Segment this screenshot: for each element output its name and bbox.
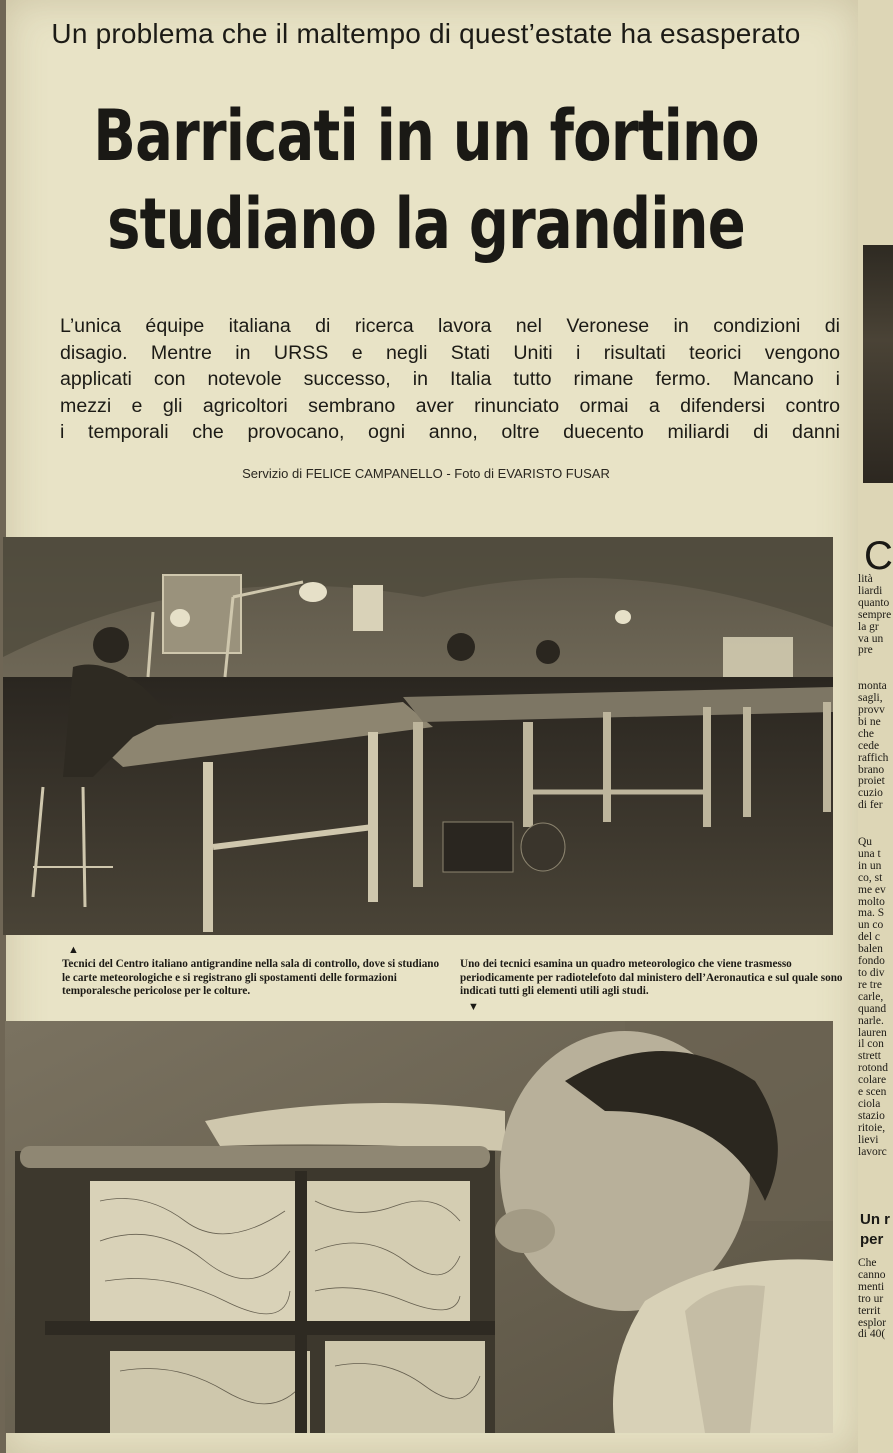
- side-line: esplor: [858, 1316, 887, 1329]
- side-line: canno: [858, 1268, 886, 1281]
- lede-line: mezzi e gli agricoltori sembrano aver rinunciato ormai a difendersi contro: [60, 394, 840, 417]
- photo-caption-1: Tecnici del Centro italiano antigrandine nella sala di controllo, dove si studiano le carte meteorologiche e si registrano gli spostamenti delle formazioni temporalesche pericolose per le colture.: [62, 958, 440, 998]
- drop-cap: C: [864, 534, 893, 578]
- side-column-text-a: [858, 574, 893, 812]
- adjacent-photo-fragment: [863, 245, 893, 483]
- technician-photo: [5, 1021, 833, 1433]
- side-line: monta: [858, 680, 887, 693]
- control-room-illustration: [3, 537, 833, 935]
- side-line: ciola: [858, 1097, 881, 1110]
- side-line: cuzio: [858, 787, 883, 800]
- side-line: colare: [858, 1074, 887, 1087]
- side-line: ma. S: [858, 907, 885, 920]
- side-line: quanto: [858, 596, 890, 609]
- control-room-photo: [3, 537, 833, 935]
- side-line: va un: [858, 632, 884, 645]
- side-line: [858, 657, 893, 669]
- side-line: un co: [858, 919, 884, 932]
- side-line: il con: [858, 1038, 884, 1051]
- side-line: menti: [858, 1280, 885, 1293]
- side-line: lità: [858, 574, 873, 585]
- side-line: una t: [858, 847, 881, 860]
- side-line: brano: [858, 763, 885, 776]
- byline: Servizio di FELICE CAMPANELLO - Foto di EVARISTO FUSAR: [242, 466, 610, 481]
- side-line: proiet: [858, 775, 885, 788]
- side-line: la gr: [858, 620, 879, 633]
- side-line: me ev: [858, 883, 886, 896]
- side-line: del c: [858, 931, 881, 944]
- side-line: liardi: [858, 584, 883, 597]
- overline: Un problema che il maltempo di quest’estate ha esasperato: [51, 18, 801, 49]
- side-line: sagli,: [858, 692, 883, 705]
- side-subhead-line-1: Un r: [860, 1211, 890, 1228]
- side-line: provv: [858, 703, 885, 716]
- side-line: Qu: [858, 837, 873, 848]
- lede-line: i temporali che provocano, ogni anno, oltre duecento miliardi di danni: [60, 421, 840, 443]
- side-line: raffich: [858, 751, 889, 764]
- side-line: co, st: [858, 871, 883, 884]
- caption-up-arrow: ▲: [68, 944, 79, 956]
- side-line: strett: [858, 1050, 881, 1063]
- side-column-text-c: [858, 1258, 893, 1341]
- side-line: carle,: [858, 990, 884, 1003]
- headline: [85, 92, 767, 268]
- side-line: molto: [858, 895, 885, 908]
- side-line: e scen: [858, 1086, 887, 1099]
- side-line: di fer: [858, 799, 883, 812]
- photo-caption-2: Uno dei tecnici esamina un quadro meteorologico che viene trasmesso periodicamente per radiotelefoto dal ministero dell’Aeronautica e sul quale sono indicati tutti gli elementi utili agli studi.: [460, 958, 843, 998]
- technician-illustration: [5, 1021, 833, 1433]
- side-line: pre: [858, 644, 873, 657]
- side-line: lavorc: [858, 1145, 887, 1158]
- side-line: lievi: [858, 1133, 879, 1146]
- headline-line-1: Barricati in un fortino: [93, 95, 759, 177]
- side-line: territ: [858, 1304, 881, 1317]
- side-line: bi ne: [858, 715, 881, 728]
- side-line: Che: [858, 1258, 877, 1269]
- side-line: tro ur: [858, 1292, 884, 1305]
- side-line: fondo: [858, 955, 885, 968]
- side-line: quand: [858, 1002, 887, 1015]
- side-subhead-line-2: per: [860, 1231, 884, 1248]
- side-line: cede: [858, 739, 880, 752]
- side-line: re tre: [858, 978, 882, 991]
- caption-down-arrow: ▼: [468, 1001, 479, 1013]
- lede: [60, 313, 840, 446]
- lede-line: applicati con notevole successo, in Italia tutto rimane fermo. Mancano i: [60, 368, 840, 390]
- side-line: balen: [858, 943, 883, 956]
- side-line: sempre: [858, 608, 892, 621]
- side-line: to div: [858, 966, 885, 979]
- lede-line: disagio. Mentre in URSS e negli Stati Uniti i risultati teorici vengono: [60, 341, 840, 364]
- headline-line-2: studiano la grandine: [107, 183, 745, 265]
- side-line: che: [858, 727, 874, 740]
- lede-line: L’unica équipe italiana di ricerca lavora nel Veronese in condizioni di: [60, 315, 840, 337]
- side-line: lauren: [858, 1026, 887, 1039]
- side-line: in un: [858, 859, 882, 872]
- side-line: di 40(: [858, 1328, 886, 1341]
- side-line: stazio: [858, 1109, 885, 1122]
- side-line: ritoie,: [858, 1121, 886, 1134]
- side-column-text-b: [858, 837, 893, 1158]
- side-line: rotond: [858, 1062, 889, 1075]
- side-line: narle.: [858, 1014, 884, 1027]
